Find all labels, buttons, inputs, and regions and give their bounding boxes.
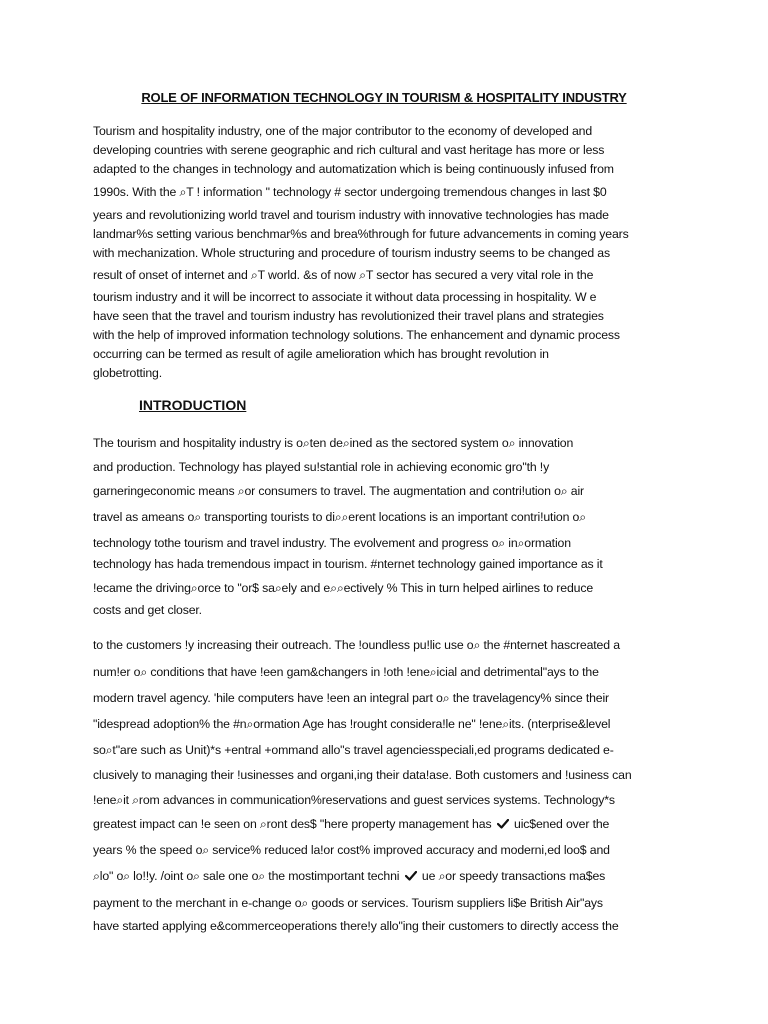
intro-line: travel as ameans o⌕ transporting tourists to di⌕⌕erent locations is an important contri!ution o⌕ xyxy=(93,510,586,524)
abstract-line: landmar%s setting various benchmar%s and brea%through for future advancements in coming years xyxy=(93,227,629,241)
body-line-with-check xyxy=(93,869,605,884)
intro-line: !ecame the driving⌕orce to "or$ sa⌕ely and e⌕⌕ectively % This in turn helped airlines to reduce xyxy=(93,581,594,595)
abstract-line: have seen that the travel and tourism industry has revolutionized their travel plans and strategies xyxy=(93,309,604,323)
intro-line: and production. Technology has played su!stantial role in achieving economic gro"th !y xyxy=(93,460,550,474)
intro-line: technology has hada tremendous impact in tourism. #nternet technology gained importance as it xyxy=(93,557,603,571)
intro-line: garneringeconomic means ⌕or consumers to travel. The augmentation and contri!ution o⌕ air xyxy=(93,484,584,498)
body-line-with-check xyxy=(93,817,609,832)
abstract-line: with the help of improved information technology solutions. The enhancement and dynamic process xyxy=(93,328,620,342)
abstract-line: Tourism and hospitality industry, one of the major contributor to the economy of developed and xyxy=(93,124,593,138)
abstract-line: developing countries with serene geographic and rich cultural and vast heritage has more or less xyxy=(93,143,605,157)
intro-line: costs and get closer. xyxy=(93,603,202,617)
body-text-segment: uic$ened over the xyxy=(514,817,610,831)
abstract-line: result of onset of internet and ⌕T world. &s of now ⌕T sector has secured a very vital role in the xyxy=(93,268,594,282)
body-line: payment to the merchant in e-change o⌕ goods or services. Tourism suppliers li$e British Air"ays xyxy=(93,896,603,910)
introduction-heading: INTRODUCTION xyxy=(139,397,247,413)
abstract-line: globetrotting. xyxy=(93,366,162,380)
body-line: modern travel agency. 'hile computers have !een an integral part o⌕ the travelagency% since their xyxy=(93,691,609,705)
body-line: clusively to managing their !usinesses and organi,ing their data!ase. Both customers and !usiness can xyxy=(93,768,632,782)
body-text-segment: ⌕lo" o⌕ lo!!y. /oint o⌕ sale one o⌕ the mostimportant techni xyxy=(93,869,400,883)
abstract-line: adapted to the changes in technology and automatization which is being continuously infused from xyxy=(93,162,614,176)
body-text-segment: greatest impact can !e seen on ⌕ront des$ "here property management has xyxy=(93,817,492,831)
body-text-segment: ue ⌕or speedy transactions ma$es xyxy=(421,869,606,883)
check-icon xyxy=(405,871,417,881)
document-title: ROLE OF INFORMATION TECHNOLOGY IN TOURISM & HOSPITALITY INDUSTRY xyxy=(141,90,627,105)
body-line: years % the speed o⌕ service% reduced la!or cost% improved accuracy and moderni,ed loo$ and xyxy=(93,843,610,857)
body-line: !ene⌕it ⌕rom advances in communication%reservations and guest services systems. Technology*s xyxy=(93,793,615,807)
abstract-line: tourism industry and it will be incorrect to associate it without data processing in hospitality. W e xyxy=(93,290,597,304)
abstract-line: 1990s. With the ⌕T ! information " technology # sector undergoing tremendous changes in last $0 xyxy=(93,185,607,199)
abstract-line: occurring can be termed as result of agile amelioration which has brought revolution in xyxy=(93,347,549,361)
intro-line: technology tothe tourism and travel industry. The evolvement and progress o⌕ in⌕ormation xyxy=(93,536,571,550)
abstract-line: with mechanization. Whole structuring and procedure of tourism industry seems to be changed as xyxy=(93,246,610,260)
body-line: num!er o⌕ conditions that have !een gam&changers in !oth !ene⌕icial and detrimental"ays to the xyxy=(93,665,599,679)
body-line: have started applying e&commerceoperations there!y allo"ing their customers to directly access the xyxy=(93,919,619,933)
intro-line: The tourism and hospitality industry is o⌕ten de⌕ined as the sectored system o⌕ innovation xyxy=(93,436,574,450)
body-line: to the customers !y increasing their outreach. The !oundless pu!lic use o⌕ the #nternet hascreated a xyxy=(93,638,620,652)
abstract-line: years and revolutionizing world travel and tourism industry with innovative technologies has made xyxy=(93,208,609,222)
body-line: so⌕t"are such as Unit)*s +entral +ommand allo"s travel agenciesspeciali,ed programs dedicated e- xyxy=(93,743,614,757)
check-icon xyxy=(497,819,509,829)
body-line: "idespread adoption% the #n⌕ormation Age has !rought considera!le ne" !ene⌕its. (nterprise&level xyxy=(93,717,611,731)
